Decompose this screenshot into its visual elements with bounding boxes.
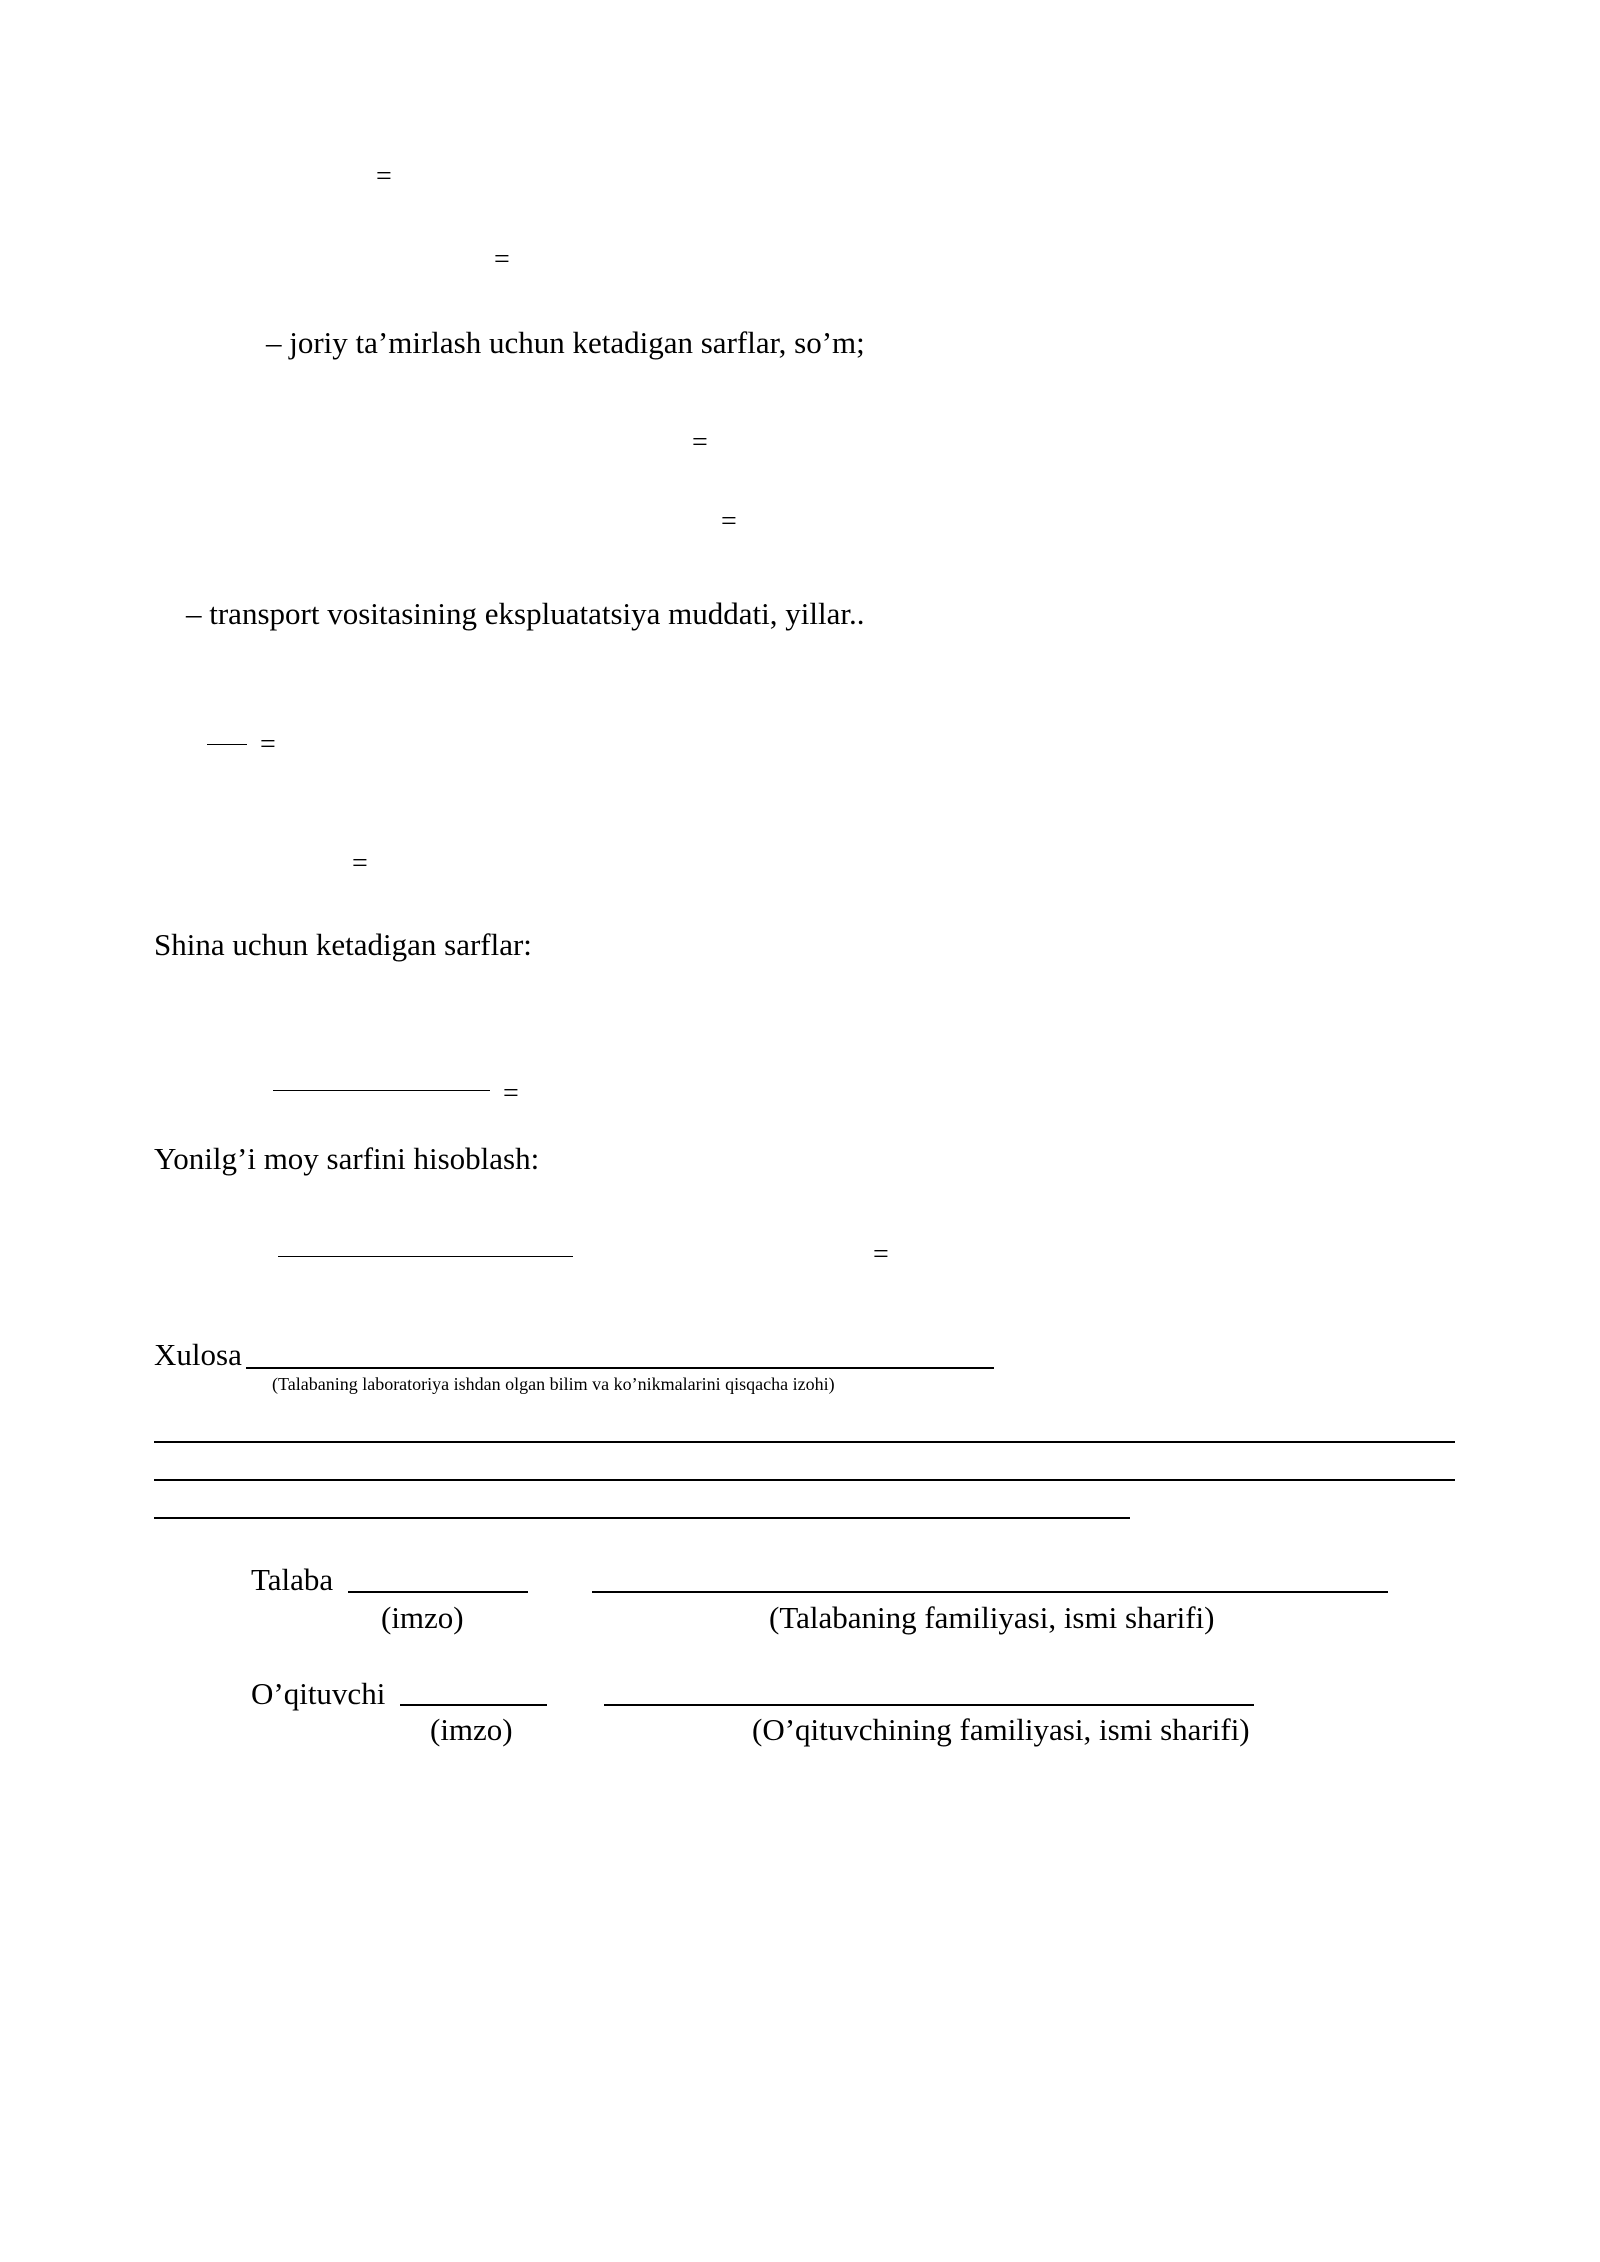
formula-equals: = [352,848,368,879]
definition-repair-costs: – joriy ta’mirlash uchun ketadigan sarflar, so’m; [266,325,865,360]
heading-fuel-oil: Yonilg’i moy sarfini hisoblash: [154,1141,540,1176]
formula-equals: = [873,1239,889,1270]
teacher-name-caption: (O’qituvchining familiyasi, ismi sharifi) [752,1712,1250,1747]
formula-equals: = [503,1078,519,1109]
student-name-caption: (Talabaning familiyasi, ismi sharifi) [769,1600,1215,1635]
fraction-bar [207,744,247,745]
student-name-line [592,1591,1388,1593]
conclusion-line [154,1517,1130,1519]
student-signature-line [348,1591,528,1593]
student-sign-caption: (imzo) [381,1600,464,1635]
fraction-bar [278,1256,573,1257]
student-label: Talaba [251,1562,334,1597]
formula-equals: = [721,506,737,537]
conclusion-line [154,1441,1455,1443]
conclusion-line [246,1367,994,1369]
heading-tire-costs: Shina uchun ketadigan sarflar: [154,927,532,962]
formula-equals: = [376,161,392,192]
conclusion-hint: (Talabaning laboratoriya ishdan olgan bilim va ko’nikmalarini qisqacha izohi) [272,1374,835,1394]
formula-equals: = [692,427,708,458]
teacher-label: O’qituvchi [251,1676,386,1711]
conclusion-label: Xulosa [154,1337,242,1372]
formula-equals: = [260,729,276,760]
conclusion-line [154,1479,1455,1481]
teacher-sign-caption: (imzo) [430,1712,513,1747]
fraction-bar [273,1090,490,1091]
teacher-signature-line [400,1704,547,1706]
formula-equals: = [494,244,510,275]
teacher-name-line [604,1704,1254,1706]
definition-service-life: – transport vositasining ekspluatatsiya muddati, yillar.. [186,596,865,631]
